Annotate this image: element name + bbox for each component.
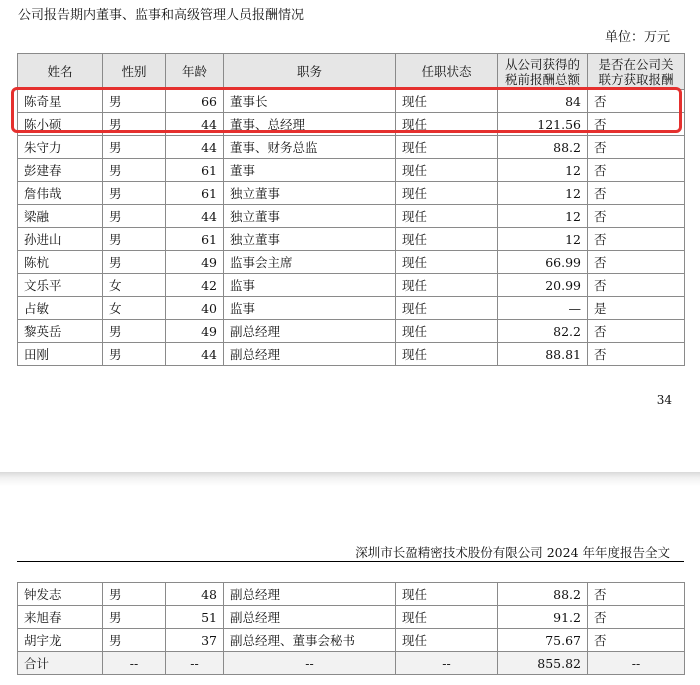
cell-pay: 82.2: [498, 320, 588, 343]
cell-sex: 男: [103, 182, 166, 205]
cell-age: 44: [166, 343, 224, 366]
cell-related: 否: [588, 136, 685, 159]
cell-name: 来旭春: [18, 606, 103, 629]
cell-age: 49: [166, 320, 224, 343]
cell-status: 现任: [396, 297, 498, 320]
cell-sex: 男: [103, 606, 166, 629]
cell-role: 副总经理: [224, 320, 396, 343]
cell-status: 现任: [396, 205, 498, 228]
cell-status: 现任: [396, 136, 498, 159]
cell-role: 监事会主席: [224, 251, 396, 274]
cell-related: 否: [588, 113, 685, 136]
cell-name: 朱守力: [18, 136, 103, 159]
cell-related: --: [588, 652, 685, 675]
cell-role: 独立董事: [224, 228, 396, 251]
cell-role: --: [224, 652, 396, 675]
total-row: [18, 652, 685, 675]
cell-status: 现任: [396, 274, 498, 297]
table-row: [18, 136, 685, 159]
cell-pay: 88.2: [498, 136, 588, 159]
cell-name: 陈小硕: [18, 113, 103, 136]
cell-name: 合计: [18, 652, 103, 675]
cell-sex: 男: [103, 136, 166, 159]
compensation-table: [17, 53, 685, 366]
cell-role: 董事长: [224, 90, 396, 113]
table-row: [18, 90, 685, 113]
cell-status: 现任: [396, 113, 498, 136]
cell-pay: 12: [498, 182, 588, 205]
cell-pay: 88.81: [498, 343, 588, 366]
cell-role: 董事: [224, 159, 396, 182]
cell-sex: 女: [103, 274, 166, 297]
cell-pay: 855.82: [498, 652, 588, 675]
cell-role: 独立董事: [224, 182, 396, 205]
table-row: [18, 606, 685, 629]
cell-pay: 75.67: [498, 629, 588, 652]
cell-name: 陈杭: [18, 251, 103, 274]
cell-pay: 84: [498, 90, 588, 113]
cell-name: 钟发志: [18, 583, 103, 606]
cell-role: 监事: [224, 274, 396, 297]
table-row: [18, 583, 685, 606]
header-sex: 性别: [103, 54, 166, 90]
cell-role: 副总经理: [224, 343, 396, 366]
cell-related: 是: [588, 297, 685, 320]
table-row: [18, 251, 685, 274]
header-related: 是否在公司关 联方获取报酬: [588, 54, 685, 90]
cell-status: 现任: [396, 583, 498, 606]
page-header: 深圳市长盈精密技术股份有限公司 2024 年年度报告全文: [355, 545, 670, 560]
cell-related: 否: [588, 629, 685, 652]
cell-age: 44: [166, 136, 224, 159]
cell-pay: 88.2: [498, 583, 588, 606]
cell-sex: --: [103, 652, 166, 675]
cell-age: 44: [166, 113, 224, 136]
cell-name: 詹伟哉: [18, 182, 103, 205]
cell-status: 现任: [396, 606, 498, 629]
cell-sex: 男: [103, 205, 166, 228]
cell-name: 胡宇龙: [18, 629, 103, 652]
cell-age: 44: [166, 205, 224, 228]
cell-age: --: [166, 652, 224, 675]
cell-name: 文乐平: [18, 274, 103, 297]
page-break: [0, 472, 700, 486]
cell-pay: —: [498, 297, 588, 320]
cell-pay: 66.99: [498, 251, 588, 274]
cell-age: 51: [166, 606, 224, 629]
cell-status: 现任: [396, 629, 498, 652]
cell-role: 监事: [224, 297, 396, 320]
cell-age: 40: [166, 297, 224, 320]
header-pay: 从公司获得的 税前报酬总额: [498, 54, 588, 90]
cell-sex: 男: [103, 228, 166, 251]
table-row: [18, 205, 685, 228]
cell-age: 66: [166, 90, 224, 113]
cell-status: 现任: [396, 251, 498, 274]
cell-pay: 12: [498, 159, 588, 182]
unit-label: 单位：万元: [604, 30, 670, 45]
cell-related: 否: [588, 320, 685, 343]
cell-pay: 12: [498, 205, 588, 228]
cell-pay: 91.2: [498, 606, 588, 629]
table-row: [18, 113, 685, 136]
cell-age: 49: [166, 251, 224, 274]
table-row: [18, 182, 685, 205]
cell-name: 黎英岳: [18, 320, 103, 343]
cell-role: 副总经理、董事会秘书: [224, 629, 396, 652]
cell-age: 48: [166, 583, 224, 606]
cell-related: 否: [588, 159, 685, 182]
cell-status: 现任: [396, 159, 498, 182]
cell-related: 否: [588, 606, 685, 629]
table-row: [18, 228, 685, 251]
cell-sex: 男: [103, 320, 166, 343]
cell-status: 现任: [396, 228, 498, 251]
cell-role: 副总经理: [224, 583, 396, 606]
cell-name: 占敏: [18, 297, 103, 320]
cell-name: 田刚: [18, 343, 103, 366]
cell-status: 现任: [396, 90, 498, 113]
cell-name: 孙进山: [18, 228, 103, 251]
cell-role: 董事、财务总监: [224, 136, 396, 159]
cell-sex: 男: [103, 251, 166, 274]
cell-related: 否: [588, 228, 685, 251]
cell-sex: 男: [103, 583, 166, 606]
cell-age: 42: [166, 274, 224, 297]
table-row: [18, 629, 685, 652]
cell-sex: 男: [103, 629, 166, 652]
cell-role: 董事、总经理: [224, 113, 396, 136]
cell-sex: 男: [103, 159, 166, 182]
table-row: [18, 320, 685, 343]
cell-related: 否: [588, 343, 685, 366]
table-row: [18, 274, 685, 297]
cell-role: 独立董事: [224, 205, 396, 228]
section-title: 公司报告期内董事、监事和高级管理人员报酬情况: [18, 8, 305, 23]
cell-pay: 20.99: [498, 274, 588, 297]
header-role: 职务: [224, 54, 396, 90]
table-row: [18, 159, 685, 182]
cell-status: 现任: [396, 320, 498, 343]
compensation-table-continued: [17, 582, 685, 675]
table-header-row: [18, 54, 685, 90]
cell-pay: 12: [498, 228, 588, 251]
cell-status: --: [396, 652, 498, 675]
cell-related: 否: [588, 90, 685, 113]
cell-age: 61: [166, 182, 224, 205]
cell-age: 37: [166, 629, 224, 652]
cell-status: 现任: [396, 343, 498, 366]
header-status: 任职状态: [396, 54, 498, 90]
cell-name: 彭建春: [18, 159, 103, 182]
cell-pay: 121.56: [498, 113, 588, 136]
cell-name: 梁融: [18, 205, 103, 228]
cell-age: 61: [166, 159, 224, 182]
cell-related: 否: [588, 583, 685, 606]
cell-role: 副总经理: [224, 606, 396, 629]
page-number: 34: [656, 393, 672, 407]
cell-sex: 女: [103, 297, 166, 320]
cell-related: 否: [588, 205, 685, 228]
cell-related: 否: [588, 251, 685, 274]
cell-related: 否: [588, 182, 685, 205]
header-rule: [17, 561, 684, 562]
table-row: [18, 297, 685, 320]
header-name: 姓名: [18, 54, 103, 90]
cell-sex: 男: [103, 90, 166, 113]
cell-related: 否: [588, 274, 685, 297]
table-row: [18, 343, 685, 366]
cell-age: 61: [166, 228, 224, 251]
cell-status: 现任: [396, 182, 498, 205]
cell-sex: 男: [103, 113, 166, 136]
header-age: 年龄: [166, 54, 224, 90]
cell-name: 陈奇星: [18, 90, 103, 113]
cell-sex: 男: [103, 343, 166, 366]
